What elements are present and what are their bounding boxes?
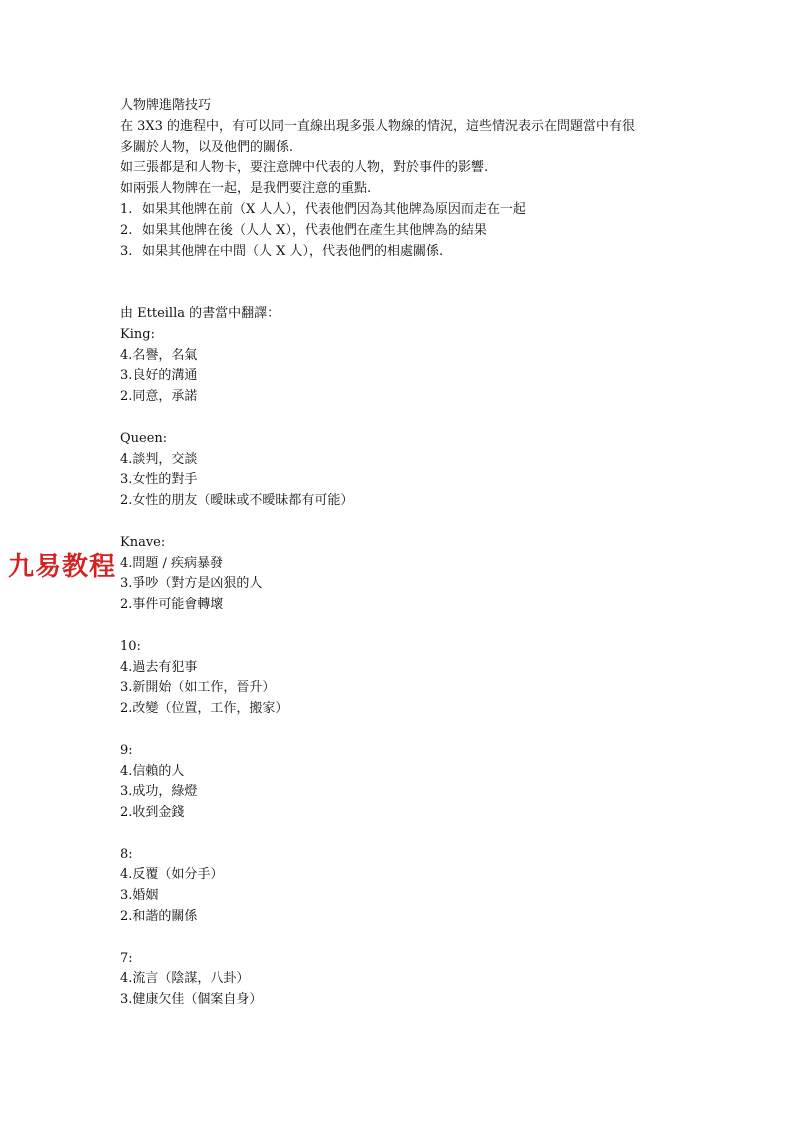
card-meaning-item: 2.和諧的關係	[120, 909, 198, 925]
card-meanings-list	[120, 325, 720, 1011]
card-meaning-item: 4.名譽，名氣	[120, 347, 198, 363]
card-meaning-item: 2.事件可能會轉壞	[120, 597, 224, 613]
card-meaning-item: 4.信賴的人	[120, 763, 185, 779]
card-section	[120, 845, 720, 949]
rule-number: 3.	[120, 243, 133, 259]
card-meaning-item: 4.問題 / 疾病暴發	[120, 555, 224, 571]
rules-list	[120, 200, 720, 262]
rule-item	[120, 242, 720, 263]
rule-number: 2.	[120, 222, 133, 238]
card-heading: 8:	[120, 846, 133, 862]
card-meaning-item: 3.健康欠佳（個案自身）	[120, 992, 263, 1008]
card-meaning-item: 2.同意，承諾	[120, 389, 198, 405]
card-section	[120, 637, 720, 741]
card-meaning-item: 3.新開始（如工作，晉升）	[120, 680, 276, 696]
card-meaning-item: 2.女性的朋友（曖昧或不曖昧都有可能）	[120, 493, 354, 509]
card-meaning-item: 4.流言（陰謀，八卦）	[120, 971, 250, 987]
card-heading: 9:	[120, 742, 133, 758]
card-meaning-item: 3.婚姻	[120, 888, 159, 904]
intro-paragraph-line: 多關於人物，以及他們的關係.	[120, 139, 294, 155]
intro-paragraph-line: 在 3X3 的進程中，有可以同一直線出現多張人物線的情況，這些情況表示在問題當中有很	[120, 118, 636, 134]
rule-text: 如果其他牌在中間（人 X 人），代表他們的相處關係.	[142, 243, 444, 259]
card-meaning-item: 2.改變（位置，工作，搬家）	[120, 701, 289, 717]
card-meaning-item: 3.良好的溝通	[120, 368, 198, 384]
source-line: 由 Etteilla 的書當中翻譯：	[120, 305, 281, 321]
card-heading: 10:	[120, 638, 141, 654]
card-meaning-item: 4.談判，交談	[120, 451, 198, 467]
card-meaning-item: 2.收到金錢	[120, 805, 185, 821]
card-section	[120, 741, 720, 845]
card-meaning-item: 4.反覆（如分手）	[120, 867, 224, 883]
rule-text: 如果其他牌在後（人人 X），代表他們在產生其他牌為的結果	[142, 222, 487, 238]
watermark-logo: 九易教程	[8, 552, 117, 582]
rule-number: 1.	[120, 201, 133, 217]
card-section	[120, 533, 720, 637]
section-title: 人物牌進階技巧	[120, 98, 212, 113]
card-section	[120, 325, 720, 429]
card-meaning-item: 3.女性的對手	[120, 472, 198, 488]
card-heading: King:	[120, 326, 155, 342]
intro-paragraph: 如兩張人物牌在一起，是我們要注意的重點.	[120, 181, 372, 197]
rule-item	[120, 200, 720, 221]
card-section	[120, 429, 720, 533]
card-heading: Queen:	[120, 430, 168, 446]
card-heading: 7:	[120, 950, 133, 966]
card-meaning-item: 4.過去有犯事	[120, 659, 198, 675]
document-body	[120, 96, 720, 1011]
card-meaning-item: 3.爭吵（對方是凶狠的人	[120, 576, 263, 592]
card-heading: Knave:	[120, 534, 166, 550]
card-section	[120, 949, 720, 1011]
intro-paragraph: 如三張都是和人物卡，要注意牌中代表的人物，對於事件的影響.	[120, 160, 489, 176]
card-meaning-item: 3.成功，綠燈	[120, 784, 198, 800]
rule-item	[120, 221, 720, 242]
rule-text: 如果其他牌在前（X 人人），代表他們因為其他牌為原因而走在一起	[142, 201, 526, 217]
